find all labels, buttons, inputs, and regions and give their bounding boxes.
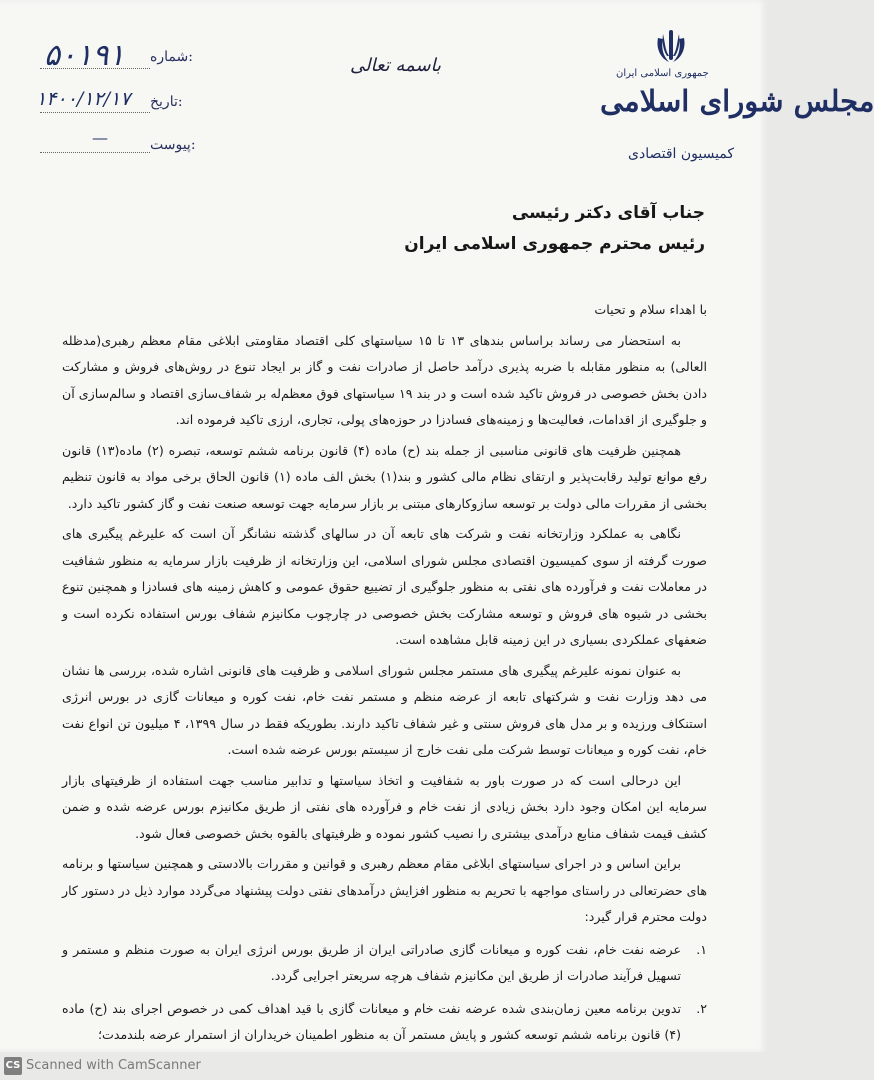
camscanner-logo-icon: CS [4,1057,22,1075]
attachment-value: — [92,128,108,147]
org-name: مجلس شورای اسلامی [600,84,874,118]
date-line [40,112,150,113]
attachment-line [40,152,150,153]
number-value: ۵۰۱۹۱ [44,38,125,73]
paragraph: نگاهی به عملکرد وزارتخانه نفت و شرکت های تابعه آن در سالهای گذشته نشانگر آن است که علیرغم پیگیری های صورت گرفته از سوی کمیسیون اقتصادی مجلس شورای اسلامی، این وزارتخانه از ظرفیت بازار سرمایه به منظور شفافیت در معاملات نفت و فرآورده های نفتی به منظور جلوگیری از تضییع حقوق عمومی و کاهش زمینه های فسادزا و همچنین تنوع بخشی در شیوه های فروش و توسعه مشارکت بخش خصوصی در چارچوب مکانیزم شفاف بورس استفاده نکرده است و ضعفهای عملکردی بسیاری در این زمینه قابل مشاهده است. [62,526,707,647]
list-item [62,996,707,1049]
date-value: ۱۴۰۰/۱۲/۱۷ [36,88,131,110]
letter-body [62,297,707,1049]
list-item-text: تدوین برنامه معین زمان‌بندی شده عرضه نفت خام و میعانات گازی با قید اهداف کمی در خصوص اجرای بند (ح) ماده (۴) قانون برنامه ششم توسعه کشور و پایش مستمر آن به منظور اطمینان خریداران از استمرار عرضه بلندمدت؛ [62,1000,681,1042]
attachment-label: پیوست: [150,137,196,153]
motto-calligraphy: باسمه تعالی [350,55,442,76]
scanner-caption: Scanned with CamScanner [26,1058,201,1073]
list-item-number: ۲. [696,1000,707,1016]
paragraph: به استحضار می رساند براساس بندهای ۱۳ تا ۱۵ سیاستهای کلی اقتصاد مقاومتی ابلاغی مقام معظم رهبری(مدظله العالی) به منظور مقابله با ضربه پذیری درآمد حاصل از صادرات نفت و گاز بر ایجاد تنوع در روش‌های فروش و مشارکت دادن بخش خصوصی در فروش تاکید شده است و در بند ۱۹ سیاستهای فوق معظم‌له بر شفاف‌سازی اقتصاد و سالم‌سازی آن و جلوگیری از اقدامات، فعالیت‌ها و زمینه‌های فسادزا در حوزه‌های پولی، تجاری، ارزی تاکید فرموده اند. [62,332,707,427]
recipient-name: جناب آقای دکتر رئیسی [511,203,705,223]
paragraph: براین اساس و در اجرای سیاستهای ابلاغی مقام معظم رهبری و قوانین و مقررات بالادستی و همچنین سیاستها و برنامه های حضرتعالی در راستای مواجهه با تحریم به منظور افزایش درآمدهای نفتی دولت پیشنهاد می‌گردد موارد ذیل در دستور کار دولت محترم قرار گیرد: [62,856,707,924]
number-label: شماره: [150,49,193,65]
paragraph: به عنوان نمونه علیرغم پیگیری های مستمر مجلس شورای اسلامی و ظرفیت های قانونی اشاره شده، بررسی ها نشان می دهد وزارت نفت و شرکتهای تابعه از عرضه منظم و مستمر نفت خام، نفت کوره و میعانات گازی در بورس انرژی استنکاف ورزیده و بر مدل های فروش سنتی و غیر شفاف تاکید دارند. بطوریکه فقط در سال ۱۳۹۹، ۴ میلیون تن انواع نفت خام، نفت کوره و میعانات توسط شرکت ملی نفت خارج از سیستم بورس عرضه شده است. [62,662,708,757]
iran-emblem-icon [650,26,692,68]
number-line [40,68,150,69]
list-item-number: ۱. [696,941,707,957]
recipient-title: رئیس محترم جمهوری اسلامی ایران [404,234,705,254]
list-item-text: عرضه نفت خام، نفت کوره و میعانات گازی صادراتی ایران از طریق بورس انرژی ایران به صورت منظم و مستمر و تسهیل فرآیند صادرات از طریق این مکانیزم شفاف هرچه سریعتر اجرایی گردد. [62,941,681,983]
date-label: تاریخ: [150,94,183,110]
greeting: با اهداء سلام و تحیات [594,302,707,317]
commission-name: کمیسیون اقتصادی [628,146,735,162]
scanner-footer [0,1052,767,1080]
paragraph: همچنین ظرفیت های قانونی مناسبی از جمله بند (ح) ماده (۴) قانون برنامه ششم توسعه، تبصره (۲) ماده(۱۳) قانون رفع موانع تولید رقابت‌پذیر و ارتقای نظام مالی کشور و بند(۱) بخش الف ماده (۱) قانون الحاق برخی مواد به قانون تنظیم بخشی از مقررات مالی دولت بر توسعه سازوکارهای مبتنی بر بازار سرمایه جهت توسعه صنعت نفت و گاز کشور تاکید دارد. [62,442,707,511]
paragraph: این درحالی است که در صورت باور به شفافیت و اتخاذ سیاستها و تدابیر مناسب جهت استفاده از ظرفیتهای بازار سرمایه این امکان وجود دارد بخش زیادی از نفت خام و فرآورده های نفتی از طریق مکانیزم بورس عرضه شده و ضمن کشف قیمت شفاف منابع درآمدی بیشتری را نصیب کشور نموده و ظرفیتهای بالقوه بخش خصوصی فعال شود. [62,772,707,841]
org-country-name: جمهوری اسلامی ایران [616,68,709,79]
list-item [62,937,707,990]
